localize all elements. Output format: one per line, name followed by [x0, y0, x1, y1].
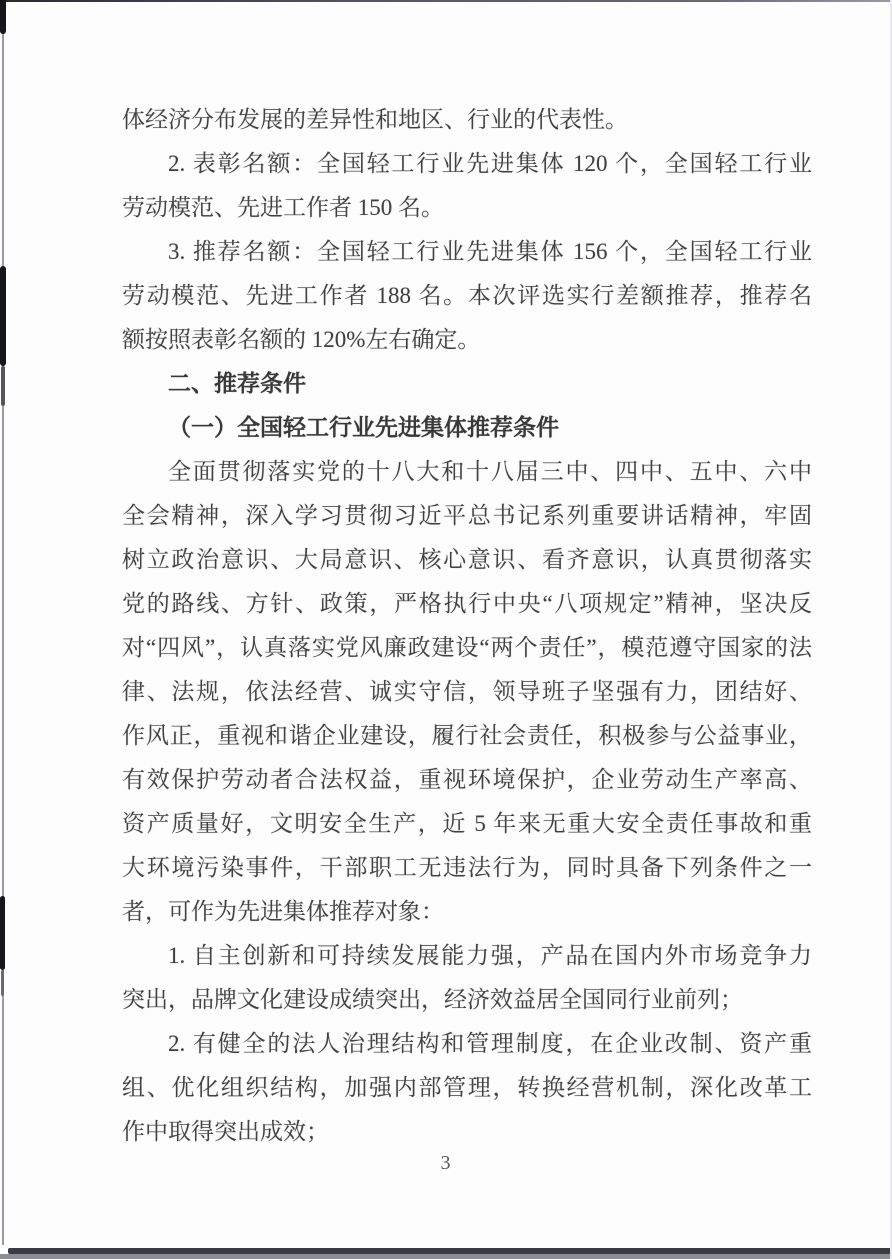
text-line: 全会精神，深入学习贯彻习近平总书记系列重要讲话精神，牢固: [122, 503, 812, 528]
text-line: 2. 表彰名额：全国轻工行业先进集体 120 个，全国轻工行业: [168, 151, 812, 176]
text-line: 党的路线、方针、政策，严格执行中央“八项规定”精神，坚决反: [122, 591, 812, 616]
text-line: 1. 自主创新和可持续发展能力强，产品在国内外市场竞争力: [168, 943, 812, 968]
scan-artifact-left-blob-upper: [0, 266, 6, 366]
scan-artifact-left-blob-upper-fade: [1, 366, 5, 406]
text-line: 体经济分布发展的差异性和地区、行业的代表性。: [122, 107, 628, 132]
text-line: 资产质量好，文明安全生产，近 5 年来无重大安全责任事故和重: [122, 811, 812, 836]
text-line: 劳动模范、先进工作者 150 名。: [122, 195, 444, 220]
heading-line: 二、推荐条件: [168, 371, 306, 396]
heading-line: （一）全国轻工行业先进集体推荐条件: [168, 415, 559, 440]
text-line: 树立政治意识、大局意识、核心意识、看齐意识，认真贯彻落实: [122, 547, 812, 572]
text-line: 大环境污染事件，干部职工无违法行为，同时具备下列条件之一: [122, 855, 812, 880]
scan-artifact-top-edge: [0, 0, 892, 2]
text-line: 额按照表彰名额的 120%左右确定。: [122, 327, 481, 352]
scan-artifact-top-left-blob: [0, 0, 6, 34]
text-line: 突出，品牌文化建设成绩突出，经济效益居全国同行业前列；: [122, 987, 743, 1012]
scan-artifact-left-blob-lower-fade: [1, 970, 4, 996]
scan-artifact-bottom-shadow: [0, 1254, 892, 1259]
text-line: 者，可作为先进集体推荐对象：: [122, 899, 444, 924]
text-line: 作风正，重视和谐企业建设，履行社会责任，积极参与公益事业，: [122, 723, 812, 748]
text-line: 劳动模范、先进工作者 188 名。本次评选实行差额推荐，推荐名: [122, 283, 812, 308]
text-line: 组、优化组织结构，加强内部管理，转换经营机制，深化改革工: [122, 1075, 812, 1100]
text-line: 全面贯彻落实党的十八大和十八届三中、四中、五中、六中: [168, 459, 812, 484]
text-line: 2. 有健全的法人治理结构和管理制度，在企业改制、资产重: [168, 1031, 812, 1056]
text-line: 有效保护劳动者合法权益，重视环境保护，企业劳动生产率高、: [122, 767, 812, 792]
page-number: 3: [440, 1152, 452, 1174]
scan-artifact-left-blob-lower: [0, 896, 5, 970]
text-line: 对“四风”，认真落实党风廉政建设“两个责任”，模范遵守国家的法: [122, 635, 812, 660]
text-line: 作中取得突出成效；: [122, 1119, 329, 1144]
scan-artifact-left-line: [2, 0, 4, 1245]
text-line: 3. 推荐名额：全国轻工行业先进集体 156 个，全国轻工行业: [168, 239, 812, 264]
text-block: [122, 98, 812, 1154]
text-line: 律、法规，依法经营、诚实守信，领导班子坚强有力，团结好、: [122, 679, 812, 704]
